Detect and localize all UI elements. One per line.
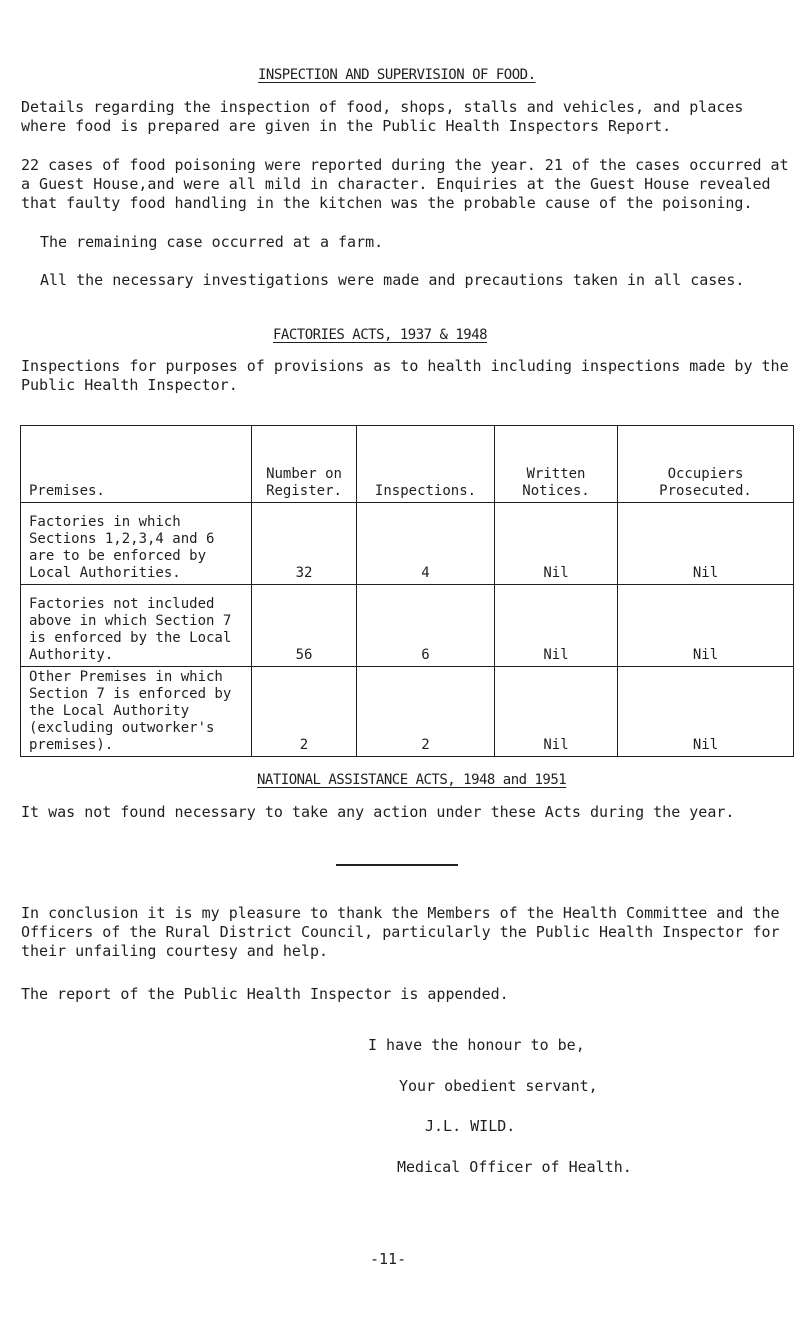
prosecuted-cell: Nil — [618, 667, 794, 757]
register-count-cell: 56 — [252, 585, 357, 667]
column-header-number-on-register: Number on Register. — [252, 426, 357, 503]
signoff-honour-line: I have the honour to be, — [368, 1036, 585, 1054]
premises-cell: Other Premises in which Section 7 is enforced by the Local Authority (excluding outworker's premises). — [21, 667, 252, 757]
column-header-inspections: Inspections. — [357, 426, 495, 503]
appended-report-paragraph: The report of the Public Health Inspector is appended. — [21, 985, 509, 1003]
conclusion-paragraph: In conclusion it is my pleasure to thank the Members of the Health Committee and the Officers of the Rural District Council, particularly the Public Health Inspector for their unfailing courtesy and help. — [21, 904, 780, 960]
national-assistance-paragraph: It was not found necessary to take any action under these Acts during the year. — [21, 803, 735, 821]
table-row — [21, 585, 794, 667]
written-notices-cell: Nil — [495, 667, 618, 757]
written-notices-cell: Nil — [495, 585, 618, 667]
factories-inspection-table — [20, 425, 794, 757]
food-inspection-paragraph: Details regarding the inspection of food, shops, stalls and vehicles, and places where food is prepared are given in the Public Health Inspectors Report. — [21, 98, 744, 135]
national-assistance-heading: NATIONAL ASSISTANCE ACTS, 1948 and 1951 — [257, 772, 567, 788]
prosecuted-cell: Nil — [618, 585, 794, 667]
register-count-cell: 32 — [252, 503, 357, 585]
signatory-role: Medical Officer of Health. — [397, 1158, 632, 1176]
column-header-written-notices: Written Notices. — [495, 426, 618, 503]
column-header-premises: Premises. — [21, 426, 252, 503]
food-poisoning-paragraph: 22 cases of food poisoning were reported during the year. 21 of the cases occurred at a Guest House,and were all mild in character. Enquiries at the Guest House revealed that faulty food handling in the kitchen was the probable cause of the poisoning. — [21, 156, 789, 212]
inspections-cell: 6 — [357, 585, 495, 667]
prosecuted-cell: Nil — [618, 503, 794, 585]
table-row — [21, 667, 794, 757]
column-header-occupiers-prosecuted: Occupiers Prosecuted. — [618, 426, 794, 503]
inspections-cell: 2 — [357, 667, 495, 757]
table-row — [21, 503, 794, 585]
signatory-name: J.L. WILD. — [425, 1117, 516, 1135]
premises-cell: Factories in which Sections 1,2,3,4 and 6 are to be enforced by Local Authorities. — [21, 503, 252, 585]
written-notices-cell: Nil — [495, 503, 618, 585]
section-divider — [336, 864, 458, 866]
factories-intro-paragraph: Inspections for purposes of provisions as to health including inspections made by the Public Health Inspector. — [21, 357, 789, 394]
factories-acts-heading: FACTORIES ACTS, 1937 & 1948 — [273, 327, 488, 343]
remaining-case-paragraph: The remaining case occurred at a farm. — [40, 233, 384, 251]
page-number: -11- — [370, 1250, 407, 1268]
table-header-row — [21, 426, 794, 503]
page-title: INSPECTION AND SUPERVISION OF FOOD. — [258, 67, 536, 83]
investigations-paragraph: All the necessary investigations were made and precautions taken in all cases. — [40, 271, 745, 289]
premises-cell: Factories not included above in which Section 7 is enforced by the Local Authority. — [21, 585, 252, 667]
register-count-cell: 2 — [252, 667, 357, 757]
inspections-cell: 4 — [357, 503, 495, 585]
signoff-servant-line: Your obedient servant, — [399, 1077, 598, 1095]
